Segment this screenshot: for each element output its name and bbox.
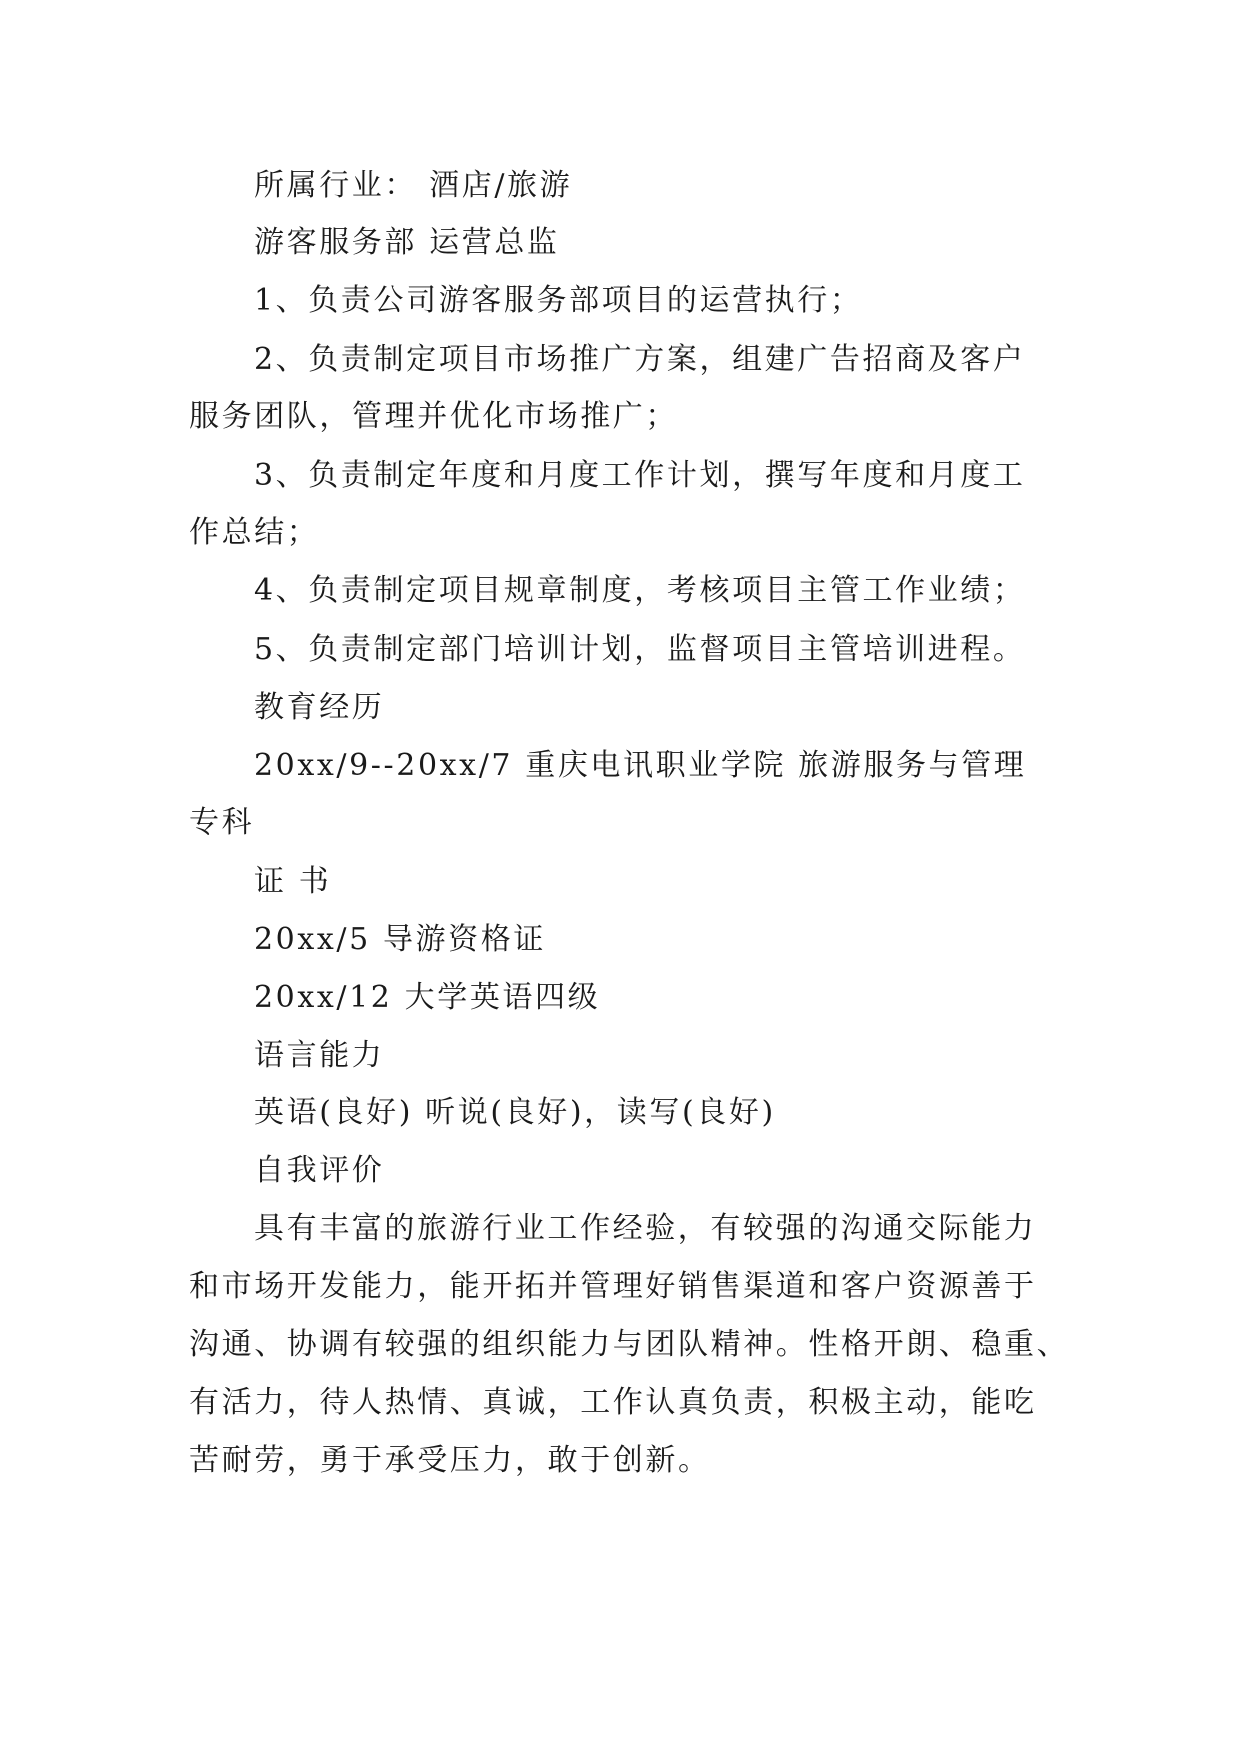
certificate-item: 20xx/12 大学英语四级 <box>254 980 601 1015</box>
duty-line: 4、负责制定项目规章制度，考核项目主管工作业绩； <box>254 573 1026 608</box>
language-heading: 语言能力 <box>254 1038 385 1073</box>
language-detail: 英语(良好) 听说(良好)，读写(良好) <box>254 1095 776 1130</box>
education-line: 专科 <box>189 805 255 840</box>
self-evaluation-line: 苦耐劳，勇于承受压力，敢于创新。 <box>189 1443 711 1478</box>
self-evaluation-line: 有活力，待人热情、真诚，工作认真负责，积极主动，能吃 <box>189 1385 1037 1420</box>
duty-line: 2、负责制定项目市场推广方案，组建广告招商及客户 <box>254 342 1026 377</box>
education-heading: 教育经历 <box>254 690 385 725</box>
duty-line: 作总结； <box>189 515 320 550</box>
self-evaluation-line: 具有丰富的旅游行业工作经验，有较强的沟通交际能力 <box>254 1211 1037 1246</box>
duty-line: 5、负责制定部门培训计划，监督项目主管培训进程。 <box>254 632 1026 667</box>
certificates-heading: 证 书 <box>254 864 332 899</box>
position-line: 游客服务部 运营总监 <box>254 225 560 260</box>
self-evaluation-heading: 自我评价 <box>254 1153 385 1188</box>
duty-line: 服务团队，管理并优化市场推广； <box>189 399 678 434</box>
self-evaluation-line: 沟通、协调有较强的组织能力与团队精神。性格开朗、稳重、 <box>189 1327 1070 1362</box>
duty-line: 3、负责制定年度和月度工作计划，撰写年度和月度工 <box>254 458 1026 493</box>
education-line: 20xx/9--20xx/7 重庆电讯职业学院 旅游服务与管理 <box>254 748 1027 783</box>
industry-line: 所属行业： 酒店/旅游 <box>254 168 573 203</box>
self-evaluation-line: 和市场开发能力，能开拓并管理好销售渠道和客户资源善于 <box>189 1269 1037 1304</box>
duty-line: 1、负责公司游客服务部项目的运营执行； <box>254 283 863 318</box>
certificate-item: 20xx/5 导游资格证 <box>254 922 546 957</box>
